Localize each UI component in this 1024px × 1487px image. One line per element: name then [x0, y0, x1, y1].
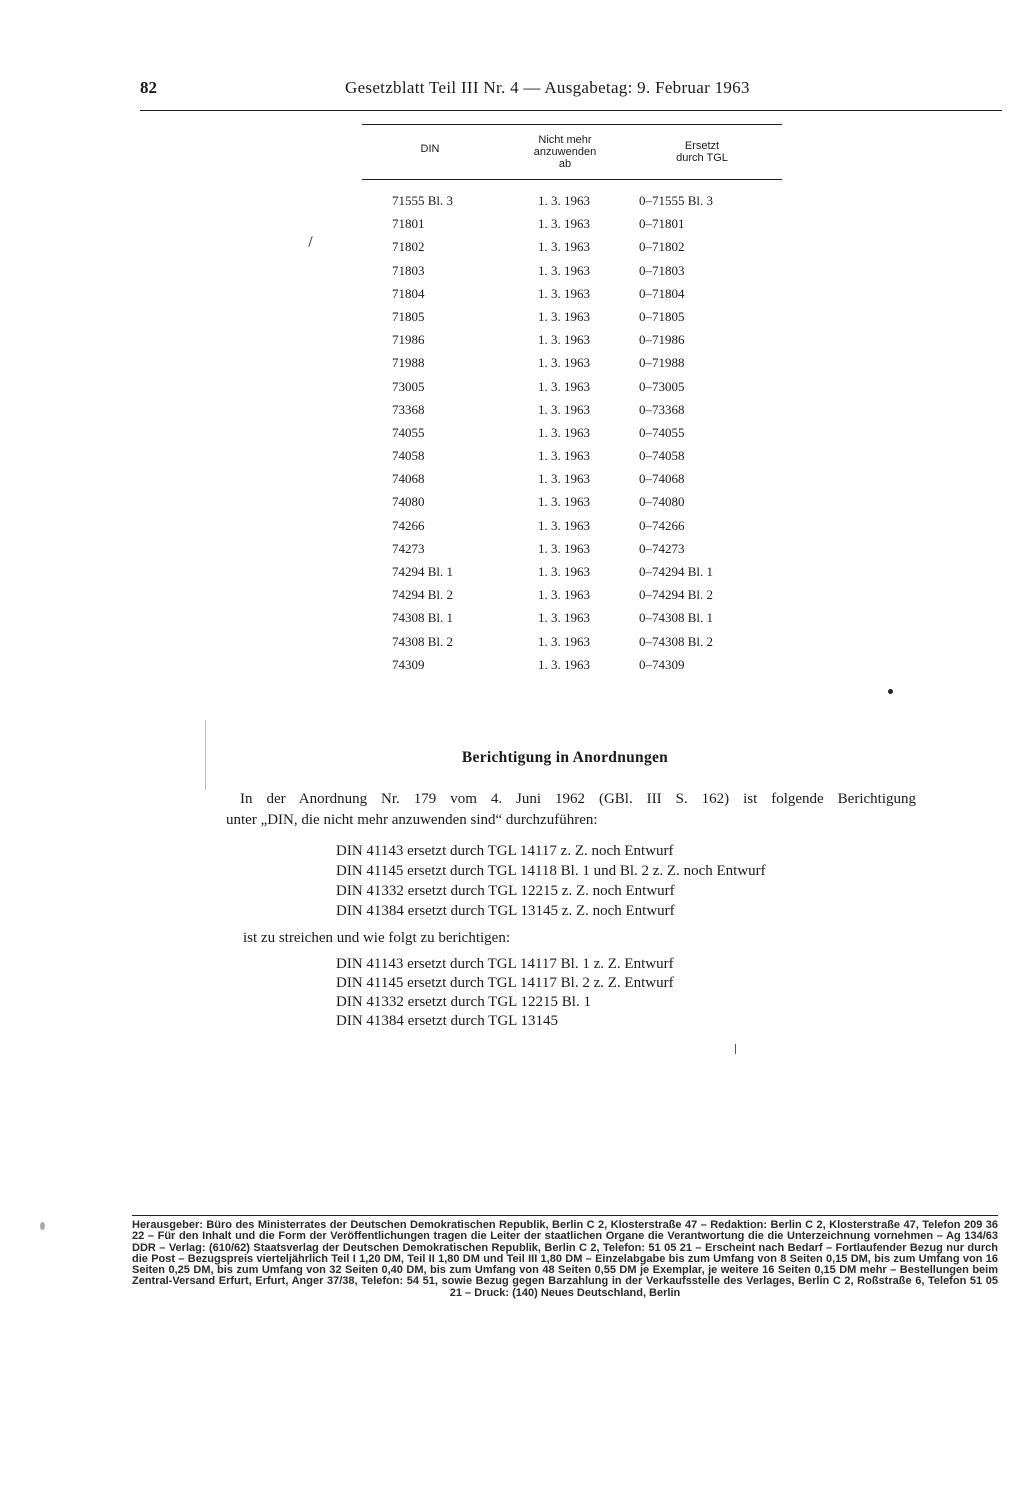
- table-row: [362, 467, 782, 490]
- column-header-nicht-mehr-line: anzuwenden: [533, 146, 597, 158]
- tgl-cell: 0–74308 Bl. 1: [639, 610, 714, 626]
- date-cell: 1. 3. 1963: [538, 610, 590, 626]
- tgl-cell: 0–71555 Bl. 3: [639, 193, 714, 208]
- table-row: [362, 537, 782, 560]
- din-cell: 71988: [392, 355, 425, 371]
- print-speck: [308, 236, 312, 247]
- table-row: [362, 212, 782, 235]
- column-header-nicht-mehr-line: ab: [558, 158, 572, 170]
- tgl-cell: 0–74080: [639, 494, 685, 510]
- din-cell: 74294 Bl. 2: [392, 587, 454, 603]
- table-row: [362, 189, 782, 212]
- din-cell: 74308 Bl. 1: [392, 610, 454, 626]
- page-number: 82: [140, 78, 157, 97]
- din-replacement-table: [362, 124, 782, 676]
- column-header-ersetzt-line: Ersetzt: [684, 140, 720, 152]
- din-cell: 73368: [392, 401, 425, 417]
- correction-middle-text: ist zu streichen und wie folgt zu berichtigen:: [243, 930, 511, 946]
- date-cell: 1. 3. 1963: [538, 564, 590, 579]
- tgl-cell: 0–74068: [639, 471, 685, 487]
- din-cell: 71802: [392, 239, 425, 255]
- table-row: [362, 398, 782, 421]
- table-body: [362, 189, 782, 676]
- intro-line: unter „DIN, die nicht mehr anzuwenden sind“ durchzuführen:: [226, 812, 598, 828]
- new-entries-list: [336, 955, 674, 1031]
- date-cell: 1. 3. 1963: [538, 517, 590, 533]
- din-cell: 74080: [392, 494, 425, 510]
- table-row: [362, 375, 782, 398]
- date-cell: 1. 3. 1963: [538, 471, 590, 487]
- date-cell: 1. 3. 1963: [538, 378, 590, 394]
- header-rule: [140, 110, 1002, 111]
- new-entry: DIN 41332 ersetzt durch TGL 12215 Bl. 1: [336, 994, 591, 1010]
- new-entry: DIN 41145 ersetzt durch TGL 14117 Bl. 2 z. Z. Entwurf: [336, 975, 674, 991]
- tgl-cell: 0–74058: [639, 448, 685, 464]
- table-row: [362, 653, 782, 676]
- tgl-cell: 0–71805: [639, 308, 685, 324]
- new-entry: DIN 41384 ersetzt durch TGL 13145: [336, 1013, 559, 1029]
- table-row: [362, 282, 782, 305]
- tgl-cell: 0–73005: [639, 378, 685, 394]
- tgl-cell: 0–71804: [639, 285, 685, 301]
- din-cell: 71803: [392, 262, 425, 278]
- din-cell: 71805: [392, 308, 425, 324]
- column-header-din: DIN: [420, 143, 440, 155]
- column-header-ersetzt: [652, 140, 752, 164]
- date-cell: 1. 3. 1963: [538, 262, 590, 278]
- din-cell: 74068: [392, 471, 425, 487]
- table-row: [362, 421, 782, 444]
- tgl-cell: 0–71802: [639, 239, 685, 255]
- print-speck: [735, 1044, 736, 1054]
- old-entry: DIN 41145 ersetzt durch TGL 14118 Bl. 1 und Bl. 2 z. Z. noch Entwurf: [336, 863, 766, 879]
- tgl-cell: 0–73368: [639, 401, 685, 417]
- date-cell: 1. 3. 1963: [538, 494, 590, 510]
- tgl-cell: 0–71986: [639, 332, 685, 348]
- date-cell: 1. 3. 1963: [538, 401, 590, 417]
- tgl-cell: 0–71801: [639, 216, 685, 232]
- table-row: [362, 259, 782, 282]
- din-cell: 71555 Bl. 3: [392, 193, 454, 208]
- date-cell: 1. 3. 1963: [538, 587, 590, 603]
- tgl-cell: 0–71988: [639, 355, 685, 371]
- date-cell: 1. 3. 1963: [538, 239, 590, 255]
- din-cell: 71986: [392, 332, 425, 348]
- tgl-cell: 0–74309: [639, 656, 685, 672]
- old-entry: DIN 41384 ersetzt durch TGL 13145 z. Z. noch Entwurf: [336, 903, 675, 919]
- table-row: [362, 328, 782, 351]
- print-speck: [888, 689, 893, 694]
- date-cell: 1. 3. 1963: [538, 424, 590, 440]
- din-cell: 74058: [392, 448, 425, 464]
- table-row: [362, 235, 782, 258]
- table-row: [362, 560, 782, 583]
- intro-line: In der Anordnung Nr. 179 vom 4. Juni 1962 (GBl. III S. 162) ist folgende Berichtigung: [240, 791, 916, 807]
- old-entries-list: [336, 841, 766, 921]
- date-cell: 1. 3. 1963: [538, 308, 590, 324]
- tgl-cell: 0–71803: [639, 262, 685, 278]
- imprint: Herausgeber: Büro des Ministerrates der Deutschen Demokratischen Republik, Berlin C 2, Klosterstraße 47 – Redaktion: Berlin C 2, Klosterstraße 47, Telefon 209 36 22 – Für den Inhalt und die Form der Veröffentlichungen tragen die Leiter der staatlichen Organe die Verantwortung die die Unterzeichnung vornehmen – Ag 134/63 DDR – Verlag: (610/62) Staatsverlag der Deutschen Demokratischen Republik, Berlin C 2, Telefon: 51 05 21 – Erscheint nach Bedarf – Fortlaufender Bezug nur durch die Post – Bezugspreis vierteljährlich Teil I 1,20 DM, Teil II 1,80 DM und Teil III 1,80 DM – Einzelabgabe bis zum Umfang von 8 Seiten 0,15 DM, bis zum Umfang von 16 Seiten 0,25 DM, bis zum Umfang von 32 Seiten 0,40 DM, bis zum Umfang von 48 Seiten 0,55 DM je Exemplar, je weitere 16 Seiten 0,15 DM mehr – Bestellungen beim Zentral-Versand Erfurt, Erfurt, Anger 37/38, Telefon: 54 51, sowie Bezug gegen Barzahlung in der Verkaufsstelle des Verlages, Berlin C 2, Roßstraße 6, Telefon 51 05 21 – Druck: (140) Neues Deutschland, Berlin: [132, 1219, 998, 1299]
- table-row: [362, 630, 782, 653]
- date-cell: 1. 3. 1963: [538, 285, 590, 301]
- table-header: [362, 125, 782, 179]
- din-cell: 74308 Bl. 2: [392, 633, 454, 649]
- din-cell: 74273: [392, 540, 425, 556]
- tgl-cell: 0–74055: [639, 424, 685, 440]
- old-entry: DIN 41332 ersetzt durch TGL 12215 z. Z. noch Entwurf: [336, 883, 675, 899]
- din-cell: 74266: [392, 517, 425, 533]
- old-entry: DIN 41143 ersetzt durch TGL 14117 z. Z. noch Entwurf: [336, 843, 674, 859]
- din-cell: 73005: [392, 378, 425, 394]
- tgl-cell: 0–74294 Bl. 1: [639, 564, 714, 579]
- din-cell: 71804: [392, 285, 425, 301]
- table-row: [362, 444, 782, 467]
- tgl-cell: 0–74266: [639, 517, 685, 533]
- table-row: [362, 514, 782, 537]
- table-row: [362, 606, 782, 629]
- date-cell: 1. 3. 1963: [538, 633, 590, 649]
- scan-mark: [40, 1222, 45, 1230]
- section-title: Berichtigung in Anordnungen: [461, 749, 669, 766]
- date-cell: 1. 3. 1963: [538, 216, 590, 232]
- table-row: [362, 583, 782, 606]
- table-row: [362, 351, 782, 374]
- imprint-rule: [132, 1215, 998, 1216]
- din-cell: 71801: [392, 216, 425, 232]
- column-header-ersetzt-line: durch TGL: [676, 152, 728, 164]
- tgl-cell: 0–74294 Bl. 2: [639, 587, 714, 603]
- table-row: [362, 490, 782, 513]
- tgl-cell: 0–74308 Bl. 2: [639, 633, 714, 649]
- din-cell: 74309: [392, 656, 425, 672]
- correction-intro: [226, 789, 916, 831]
- column-header-nicht-mehr: [520, 134, 610, 170]
- din-cell: 74055: [392, 424, 425, 440]
- date-cell: 1. 3. 1963: [538, 332, 590, 348]
- table-row: [362, 305, 782, 328]
- column-header-nicht-mehr-line: Nicht mehr: [538, 134, 592, 146]
- date-cell: 1. 3. 1963: [538, 193, 590, 208]
- date-cell: 1. 3. 1963: [538, 540, 590, 556]
- table-header-rule: [362, 179, 782, 180]
- date-cell: 1. 3. 1963: [538, 448, 590, 464]
- date-cell: 1. 3. 1963: [538, 656, 590, 672]
- tgl-cell: 0–74273: [639, 540, 685, 556]
- din-cell: 74294 Bl. 1: [392, 564, 454, 579]
- running-head: Gesetzblatt Teil III Nr. 4 — Ausgabetag: 9. Februar 1963: [345, 78, 750, 97]
- date-cell: 1. 3. 1963: [538, 355, 590, 371]
- new-entry: DIN 41143 ersetzt durch TGL 14117 Bl. 1 z. Z. Entwurf: [336, 956, 674, 972]
